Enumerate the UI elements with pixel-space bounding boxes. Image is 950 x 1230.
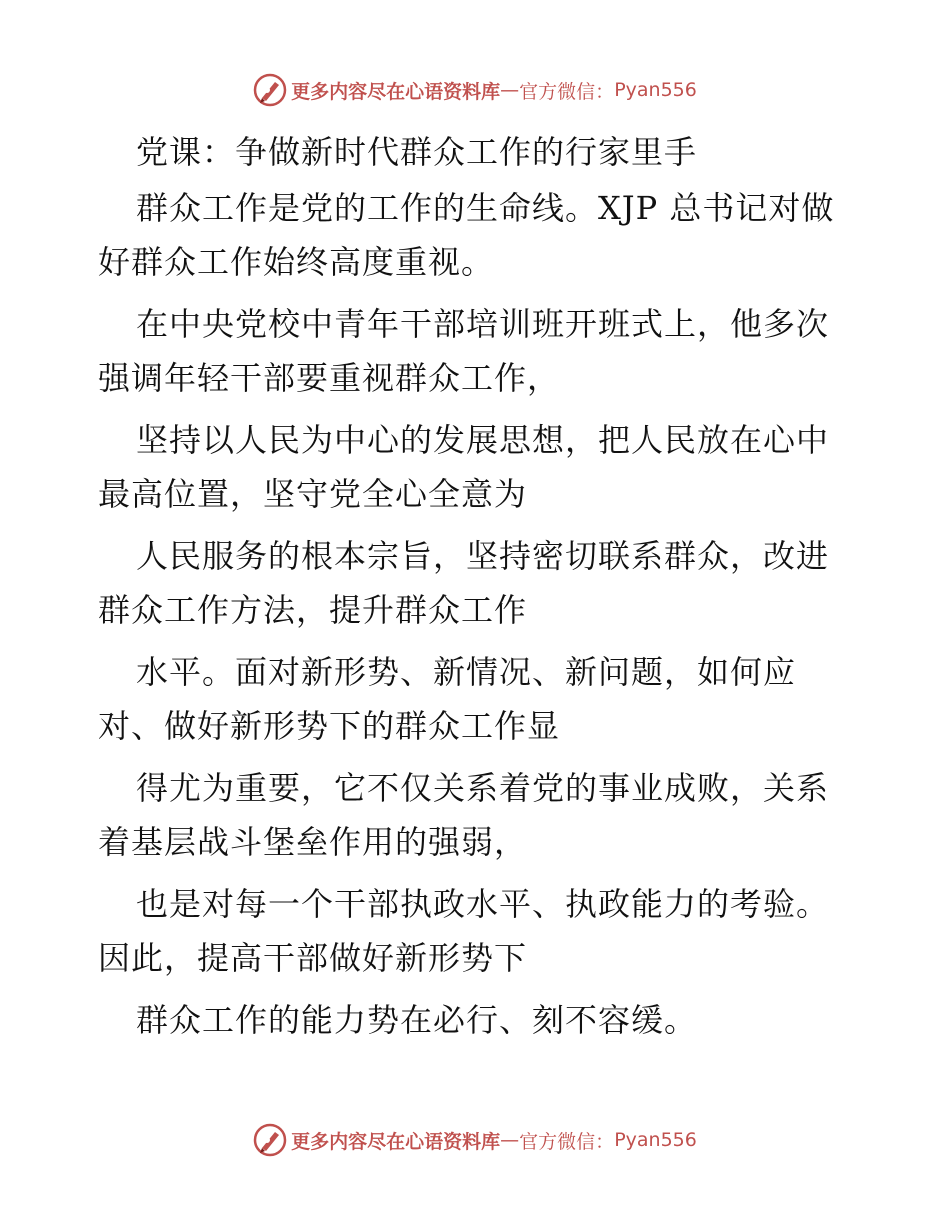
paragraph-line: 水平。面对新形势、新情况、新问题，如何应	[136, 653, 797, 691]
paragraph-line: 着基层战斗堡垒作用的强弱，	[98, 823, 528, 861]
banner-account: Pyan556	[614, 1129, 697, 1151]
paragraph-line: 强调年轻干部要重视群众工作，	[98, 359, 561, 397]
banner-official-label: 官方微信：	[519, 80, 615, 103]
paragraph-line: 群众工作方法，提升群众工作	[98, 591, 528, 629]
paragraph-line: 群众工作是党的工作的生命线。XJP 总书记对做	[136, 189, 835, 227]
paragraph-line: 也是对每一个干部执政水平、执政能力的考验。	[136, 885, 830, 923]
banner-official-label: 官方微信：	[519, 1130, 615, 1153]
paragraph-line: 好群众工作始终高度重视。	[98, 243, 495, 281]
paragraph-line: 得尤为重要，它不仅关系着党的事业成败，关系	[136, 769, 830, 807]
paragraph-line: 对、做好新形势下的群众工作显	[98, 707, 561, 745]
pen-logo-icon	[253, 1123, 287, 1157]
banner-account: Pyan556	[614, 79, 697, 101]
document-body	[98, 125, 858, 1047]
header-banner	[0, 70, 950, 110]
banner-dash: —	[500, 1129, 520, 1151]
document-title: 党课：争做新时代群众工作的行家里手	[136, 133, 698, 171]
banner-brand-text: 更多内容尽在心语资料库	[291, 1130, 501, 1153]
paragraph-line: 坚持以人民为中心的发展思想，把人民放在心中	[136, 421, 830, 459]
paragraph-line: 人民服务的根本宗旨，坚持密切联系群众，改进	[136, 537, 830, 575]
paragraph-line: 群众工作的能力势在必行、刻不容缓。	[136, 1001, 698, 1039]
footer-banner	[0, 1120, 950, 1160]
paragraph-line: 在中央党校中青年干部培训班开班式上，他多次	[136, 305, 830, 343]
paragraph-line: 最高位置，坚守党全心全意为	[98, 475, 528, 513]
banner-brand-text: 更多内容尽在心语资料库	[291, 80, 501, 103]
banner-dash: —	[500, 79, 520, 101]
pen-logo-icon	[253, 73, 287, 107]
paragraph-line: 因此，提高干部做好新形势下	[98, 939, 528, 977]
